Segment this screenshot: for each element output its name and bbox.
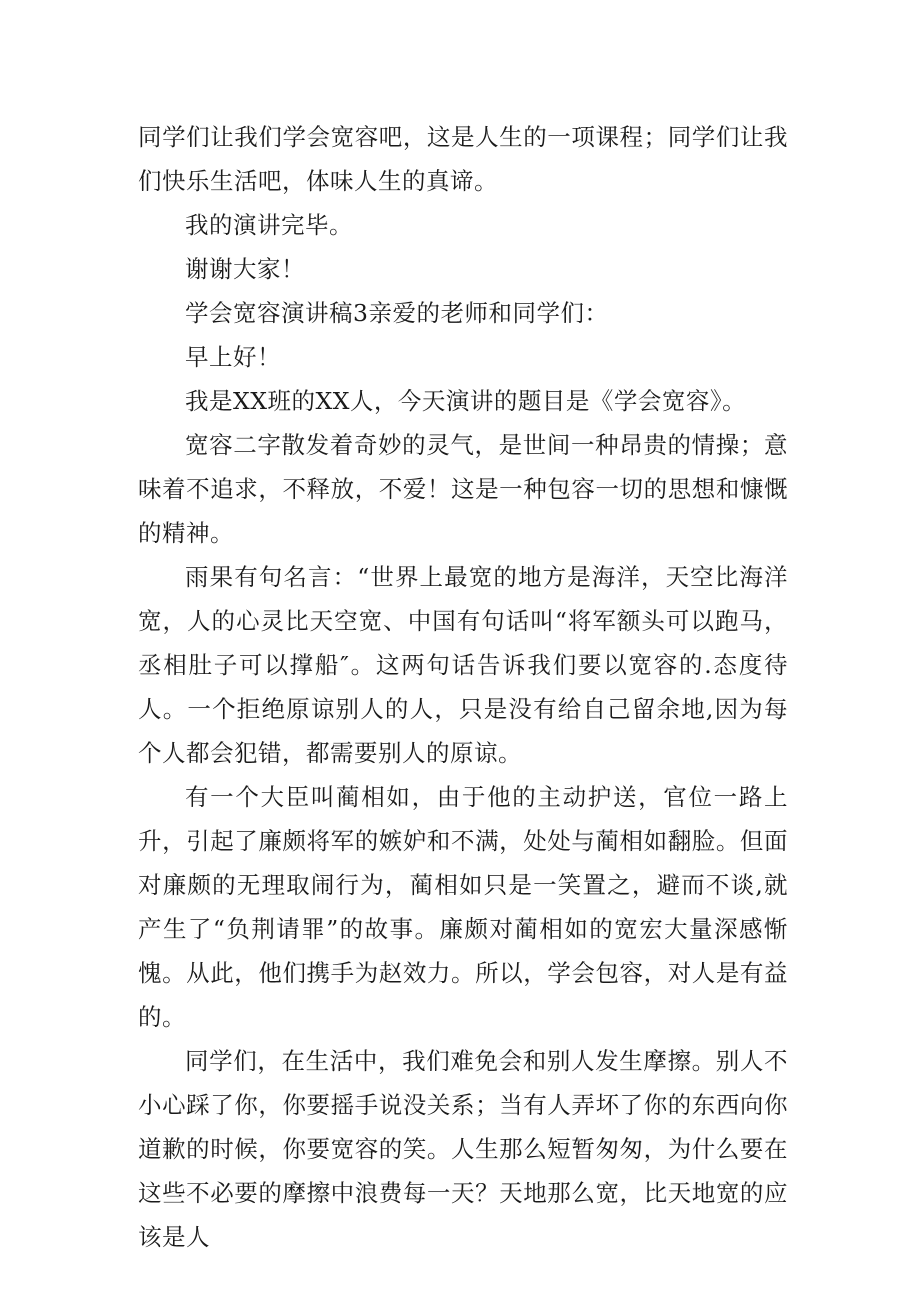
paragraph-3: 谢谢大家！ xyxy=(185,255,305,283)
paragraph-5: 早上好！ xyxy=(185,343,281,371)
paragraph-4: 学会宽容演讲稿3亲爱的老师和同学们： xyxy=(185,299,609,327)
paragraph-2: 我的演讲完毕。 xyxy=(185,211,353,239)
paragraph-10: 同学们，在生活中，我们难免会和别人发生摩擦。别人不小心踩了你，你要摇手说没关系；当有人弄坏了你的东西向你道歉的时候，你要宽容的笑。人生那么短暂匆匆，为什么要在这些不必要的摩擦中浪费每一天？天地那么宽，比天地宽的应该是人 xyxy=(138,1047,788,1251)
paragraph-1: 同学们让我们学会宽容吧，这是人生的一项课程；同学们让我们快乐生活吧，体味人生的真谛。 xyxy=(138,123,788,195)
paragraph-8: 雨果有句名言：“世界上最宽的地方是海洋，天空比海洋宽，人的心灵比天空宽、中国有句话叫“将军额头可以跑马，丞相肚子可以撑船″。这两句话告诉我们要以宽容的.态度待人。一个拒绝原谅别人的人，只是没有给自己留余地,因为每个人都会犯错，都需要别人的原谅。 xyxy=(138,563,788,767)
paragraph-6: 我是XX班的XX人，今天演讲的题目是《学会宽容》。 xyxy=(185,387,747,415)
paragraph-9: 有一个大臣叫蔺相如，由于他的主动护送，官位一路上升，引起了廉颇将军的嫉妒和不满，处处与蔺相如翻脸。但面对廉颇的无理取闹行为，蔺相如只是一笑置之，避而不谈,就产生了“负荆请罪”的故事。廉颇对蔺相如的宽宏大量深感惭愧。从此，他们携手为赵效力。所以，学会包容，对人是有益的。 xyxy=(138,783,788,1031)
paragraph-7: 宽容二字散发着奇妙的灵气，是世间一种昂贵的情操；意味着不追求，不释放，不爱！这是一种包容一切的思想和慷慨的精神。 xyxy=(138,431,788,547)
document-body xyxy=(138,115,788,1259)
